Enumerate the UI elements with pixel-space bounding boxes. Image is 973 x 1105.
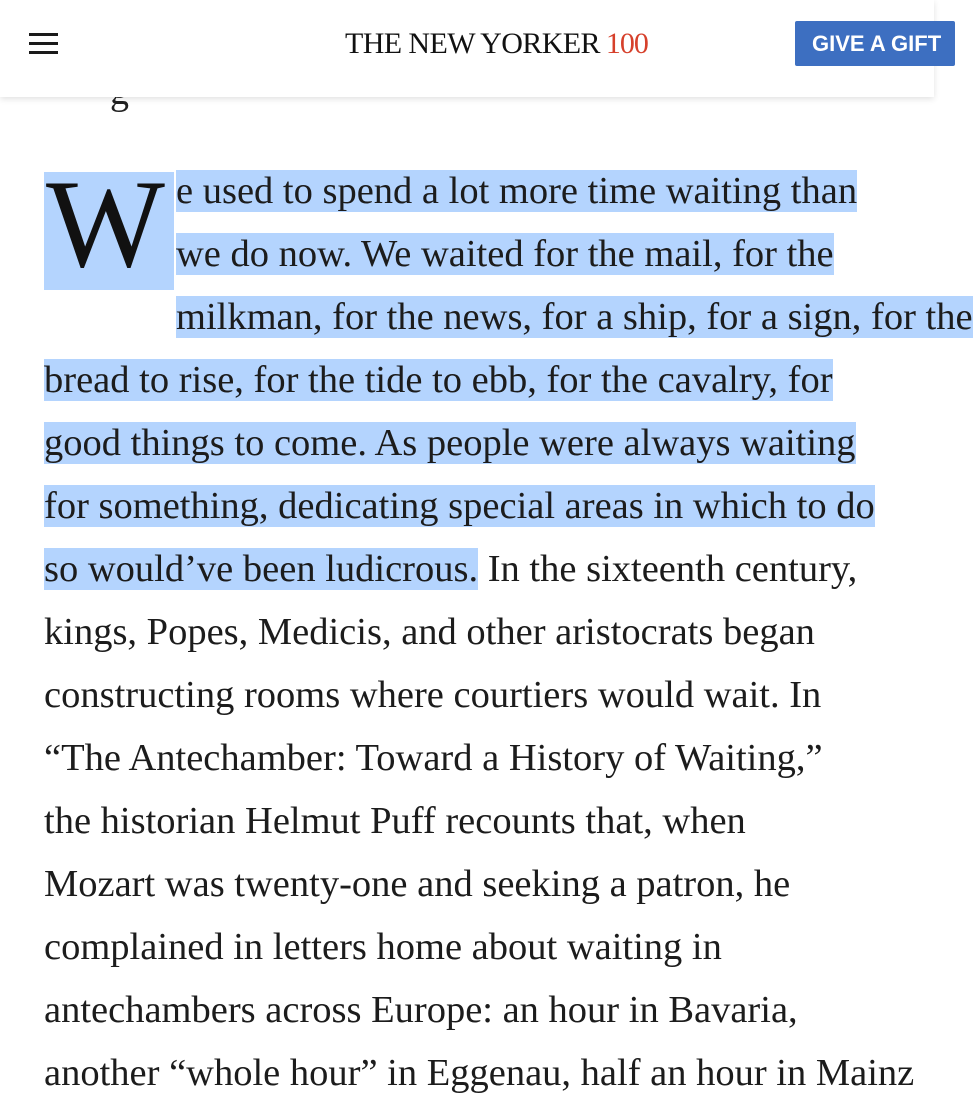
unselected-text: In the sixteenth century,: [478, 548, 858, 590]
text-line: “The Antechamber: Toward a History of Waiting,”: [44, 737, 823, 779]
text-line: kings, Popes, Medicis, and other aristocrats began: [44, 611, 815, 653]
text-line: antechambers across Europe: an hour in Bavaria,: [44, 989, 798, 1031]
menu-bar: [29, 42, 58, 45]
text-line: [44, 223, 934, 286]
site-logo[interactable]: [345, 26, 648, 62]
logo-centennial-number: 100: [605, 27, 648, 60]
text-line: Mozart was twenty-one and seeking a patron, he: [44, 863, 791, 905]
hamburger-menu-icon[interactable]: [28, 30, 60, 58]
text-line: constructing rooms where courtiers would wait. In: [44, 674, 822, 716]
text-line: [44, 412, 934, 475]
logo-wordmark: THE NEW YORKER: [345, 27, 600, 60]
selected-text: milkman, for the news, for a ship, for a sign, for the: [176, 296, 973, 338]
text-line: the historian Helmut Puff recounts that, when: [44, 800, 746, 842]
article-body: [44, 155, 973, 1094]
text-line: [44, 286, 973, 349]
drop-cap-letter: W: [46, 155, 165, 294]
text-line: [44, 349, 934, 412]
text-line: another “whole hour” in Eggenau, half an hour in Mainz: [44, 1052, 915, 1094]
selected-text: so would’ve been ludicrous.: [44, 548, 479, 590]
site-header: [0, 0, 942, 97]
drop-cap: [44, 155, 174, 294]
article-paragraph: [44, 155, 973, 1105]
text-line: [44, 475, 934, 538]
text-line: [44, 160, 934, 223]
give-a-gift-button[interactable]: GIVE A GIFT: [795, 21, 955, 66]
selected-text: for something, dedicating special areas in which to do: [44, 485, 875, 527]
selected-text: bread to rise, for the tide to ebb, for the cavalry, for: [44, 359, 833, 401]
menu-bar: [29, 33, 58, 36]
drop-cap-container: [44, 155, 176, 294]
selected-text: we do now. We waited for the mail, for the: [176, 233, 834, 275]
menu-bar: [29, 51, 58, 54]
selected-text: good things to come. As people were always waiting: [44, 422, 856, 464]
selected-text: e used to spend a lot more time waiting than: [176, 170, 858, 212]
text-line: complained in letters home about waiting in: [44, 926, 722, 968]
text-line: [44, 538, 934, 601]
